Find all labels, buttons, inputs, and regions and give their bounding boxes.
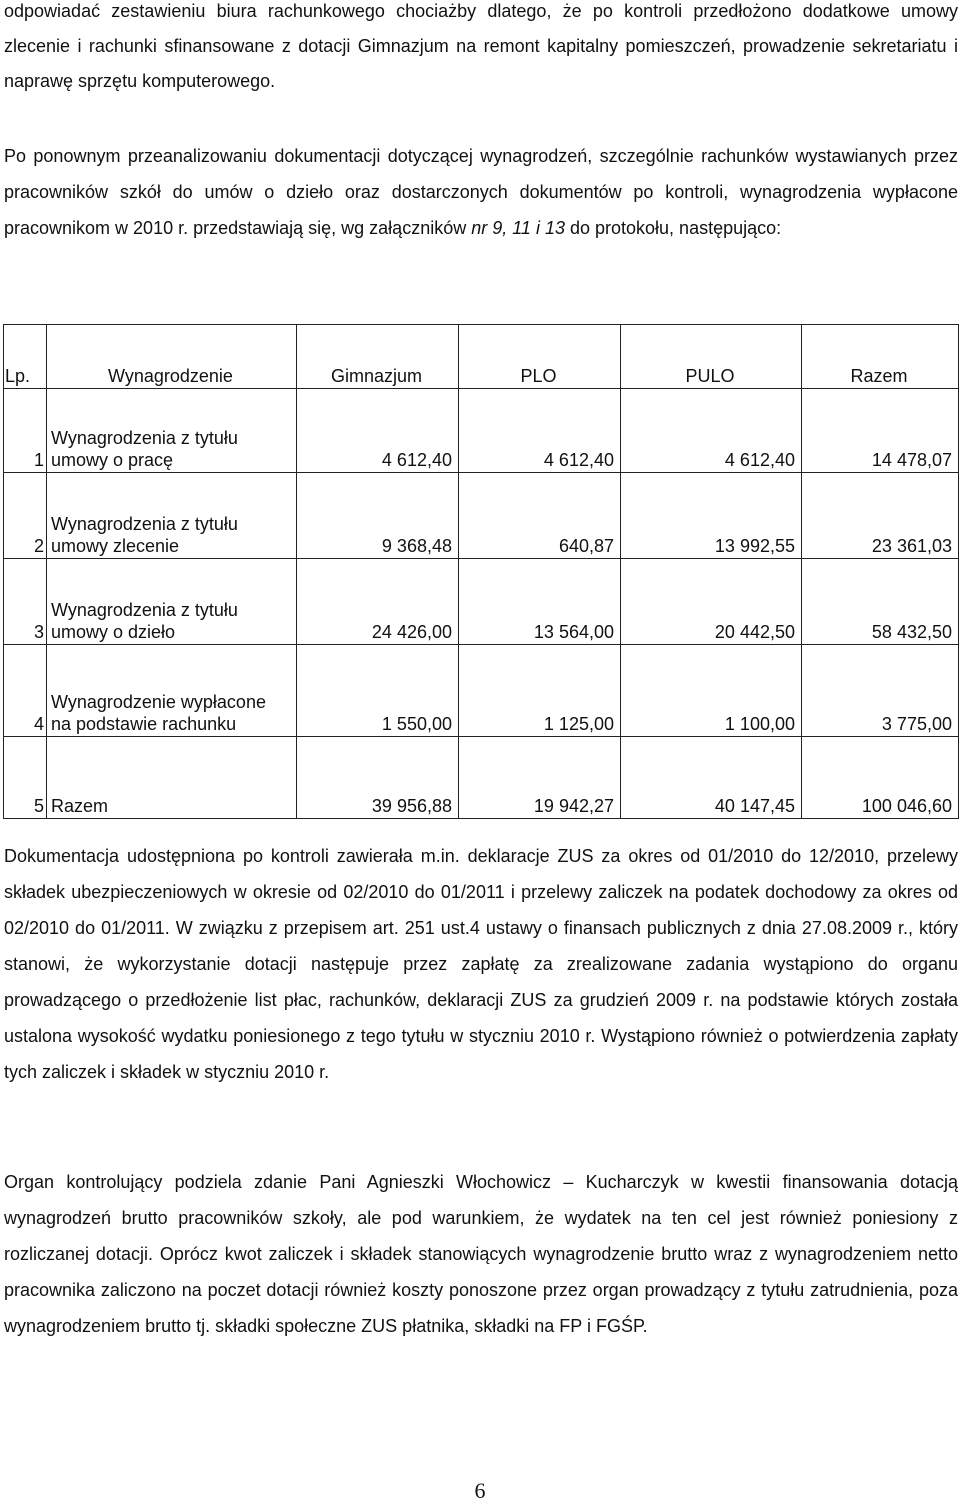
cell-name: Wynagrodzenia z tytułu umowy o pracę	[47, 389, 297, 473]
cell-pulo: 40 147,45	[621, 737, 802, 819]
cell-pulo: 20 442,50	[621, 559, 802, 645]
cell-name: Razem	[47, 737, 297, 819]
paragraph-conclusion: Organ kontrolujący podziela zdanie Pani Agnieszki Włochowicz – Kucharczyk w kwestii finansowania dotacją wynagrodzeń brutto pracowników szkoły, ale pod warunkiem, że wydatek na ten cel jest również poniesiony z rozliczanej dotacji. Oprócz kwot zaliczek i składek stanowiących wynagrodzenie brutto wraz z wynagrodzeniem netto pracownika zaliczono na poczet dotacji również koszty ponoszone przez organ prowadzący z tytułu zatrudnienia, poza wynagrodzeniem brutto tj. składki społeczne ZUS płatnika, składki na FP i FGŚP.	[4, 1172, 958, 1336]
header-wynagrodzenie: Wynagrodzenie	[47, 325, 297, 389]
cell-lp: 5	[4, 737, 47, 819]
cell-razem: 14 478,07	[802, 389, 959, 473]
header-razem: Razem	[802, 325, 959, 389]
cell-lp: 2	[4, 473, 47, 559]
cell-plo: 640,87	[459, 473, 621, 559]
salary-table	[3, 324, 959, 819]
cell-name: Wynagrodzenie wypłacone na podstawie rachunku	[47, 645, 297, 737]
table-header-row	[4, 325, 959, 389]
paragraph-documentation: Dokumentacja udostępniona po kontroli zawierała m.in. deklaracje ZUS za okres od 01/2010 do 12/2010, przelewy składek ubezpieczeniowych w okresie od 02/2010 do 01/2011 i przelewy zaliczek na podatek dochodowy za okres od 02/2010 do 01/2011. W związku z przepisem art. 251 ust.4 ustawy o finansach publicznych z dnia 27.08.2009 r., który stanowi, że wykorzystanie dotacji następuje przez zapłatę za zrealizowane zadania wystąpiono do organu prowadzącego o przedłożenie list płac, rachunków, deklaracji ZUS za grudzień 2009 r. na podstawie których została ustalona wysokość wydatku poniesionego z tego tytułu w styczniu 2010 r. Wystąpiono również o potwierdzenia zapłaty tych zaliczek i składek w styczniu 2010 r.	[4, 846, 958, 1082]
cell-lp: 3	[4, 559, 47, 645]
table-row	[4, 389, 959, 473]
cell-name: Wynagrodzenia z tytułu umowy o dzieło	[47, 559, 297, 645]
table-total-row	[4, 737, 959, 819]
salary-table-wrapper	[3, 324, 958, 819]
attachments-reference: nr 9, 11 i 13	[471, 218, 565, 238]
paragraph-analysis-text: Po ponownym przeanalizowaniu dokumentacji dotyczącej wynagrodzeń, szczególnie rachunków wystawianych przez pracowników szkół do umów o dzieło oraz dostarczonych dokumentów po kontroli, wynagrodzenia wypłacone pracownikom w 2010 r. przedstawiają się, wg załączników	[4, 146, 958, 238]
cell-razem: 100 046,60	[802, 737, 959, 819]
cell-razem: 3 775,00	[802, 645, 959, 737]
cell-pulo: 1 100,00	[621, 645, 802, 737]
cell-razem: 58 432,50	[802, 559, 959, 645]
cell-razem: 23 361,03	[802, 473, 959, 559]
cell-pulo: 13 992,55	[621, 473, 802, 559]
cell-plo: 1 125,00	[459, 645, 621, 737]
cell-pulo: 4 612,40	[621, 389, 802, 473]
table-row	[4, 645, 959, 737]
cell-plo: 19 942,27	[459, 737, 621, 819]
header-plo: PLO	[459, 325, 621, 389]
cell-gimnazjum: 39 956,88	[297, 737, 459, 819]
table-row	[4, 473, 959, 559]
cell-plo: 4 612,40	[459, 389, 621, 473]
cell-gimnazjum: 4 612,40	[297, 389, 459, 473]
header-pulo: PULO	[621, 325, 802, 389]
cell-lp: 4	[4, 645, 47, 737]
paragraph-intro: odpowiadać zestawieniu biura rachunkowego chociażby dlatego, że po kontroli przedłożono dodatkowe umowy zlecenie i rachunki sfinansowane z dotacji Gimnazjum na remont kapitalny pomieszczeń, prowadzenie sekretariatu i naprawę sprzętu komputerowego.	[4, 1, 958, 91]
cell-gimnazjum: 9 368,48	[297, 473, 459, 559]
cell-plo: 13 564,00	[459, 559, 621, 645]
header-gimnazjum: Gimnazjum	[297, 325, 459, 389]
page-number: 6	[474, 1478, 486, 1503]
cell-gimnazjum: 1 550,00	[297, 645, 459, 737]
cell-lp: 1	[4, 389, 47, 473]
paragraph-analysis-end: do protokołu, następująco:	[569, 218, 782, 238]
header-lp: Lp.	[4, 325, 47, 389]
cell-name: Wynagrodzenia z tytułu umowy zlecenie	[47, 473, 297, 559]
cell-gimnazjum: 24 426,00	[297, 559, 459, 645]
table-row	[4, 559, 959, 645]
paragraph-analysis	[4, 138, 958, 246]
